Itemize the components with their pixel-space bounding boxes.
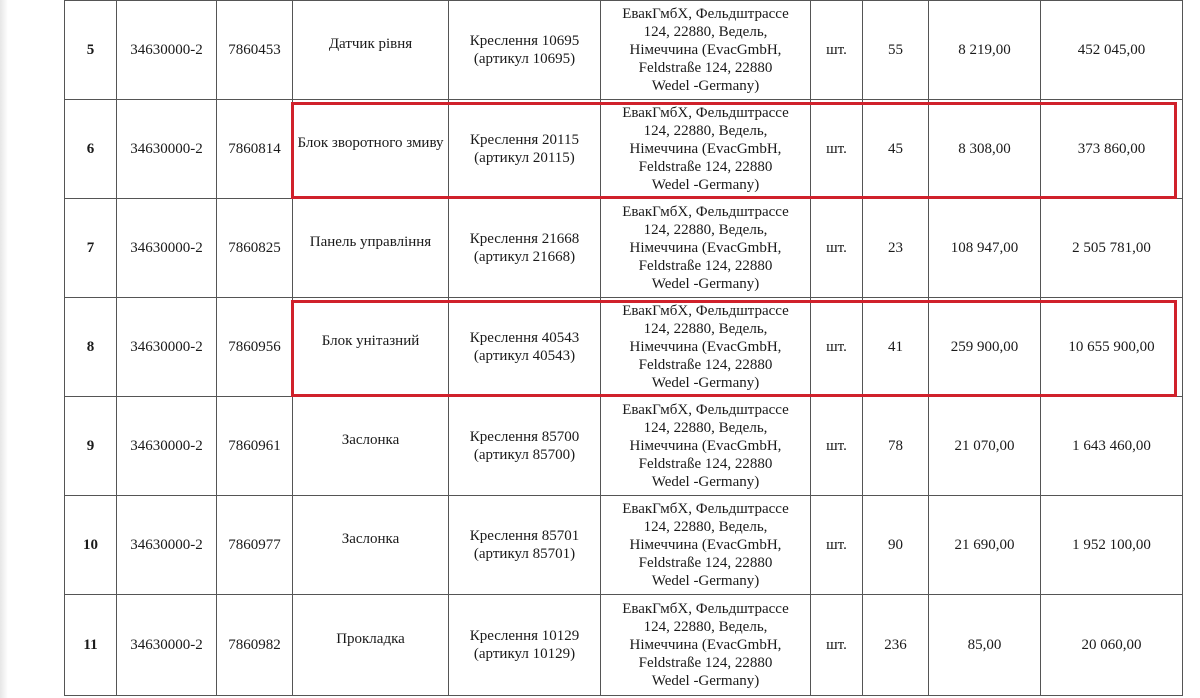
supplier-line: ЕвакГмбХ, Фельдштрассе: [622, 204, 789, 220]
supplier-line: Wedel -Germany): [651, 673, 760, 689]
drawing-line: (артикул 10129): [473, 646, 576, 662]
drawing-line: Креслення 20115: [470, 132, 579, 148]
table-row: [65, 298, 1183, 397]
quantity-cell: 55: [863, 1, 929, 100]
table-row: [65, 100, 1183, 199]
item-name-text: Блок зворотного змиву: [297, 135, 444, 151]
item-name-cell: [293, 496, 449, 595]
supplier-line: Feldstraße 124, 22880: [638, 60, 773, 76]
cpv-code-cell: 34630000-2: [117, 397, 217, 496]
drawing-line: (артикул 20115): [474, 150, 575, 166]
row-number-cell: 5: [65, 1, 117, 100]
scan-edge-shadow: [0, 0, 8, 698]
item-id-cell: 7860977: [217, 496, 293, 595]
unit-cell: шт.: [811, 1, 863, 100]
supplier-line: 124, 22880, Ведель,: [643, 321, 768, 337]
drawing-cell: [449, 100, 601, 199]
drawing-line: Креслення 85701: [469, 528, 580, 544]
row-number-cell: 8: [65, 298, 117, 397]
item-name-text: Блок унітазний: [321, 333, 420, 349]
drawing-line: (артикул 10695): [473, 51, 576, 67]
supplier-line: Німеччина (EvacGmbH,: [629, 339, 782, 355]
supplier-cell: [601, 199, 811, 298]
unit-cell: шт.: [811, 397, 863, 496]
quantity-cell: 23: [863, 199, 929, 298]
supplier-line: ЕвакГмбХ, Фельдштрассе: [622, 303, 789, 319]
supplier-line: ЕвакГмбХ, Фельдштрассе: [622, 501, 789, 517]
item-name-text: Датчик рівня: [328, 36, 413, 52]
item-id-cell: 7860982: [217, 595, 293, 696]
supplier-line: Feldstraße 124, 22880: [638, 655, 773, 671]
supplier-cell: [601, 496, 811, 595]
item-name-cell: [293, 1, 449, 100]
item-name-cell: [293, 199, 449, 298]
unit-cell: шт.: [811, 496, 863, 595]
total-cell: 1 643 460,00: [1041, 397, 1183, 496]
item-name-cell: [293, 595, 449, 696]
unit-price-cell: 8 219,00: [929, 1, 1041, 100]
cpv-code-cell: 34630000-2: [117, 199, 217, 298]
unit-cell: шт.: [811, 595, 863, 696]
quantity-cell: 236: [863, 595, 929, 696]
cpv-code-cell: 34630000-2: [117, 496, 217, 595]
drawing-cell: [449, 199, 601, 298]
drawing-cell: [449, 496, 601, 595]
supplier-line: Wedel -Germany): [651, 177, 760, 193]
table-row: [65, 397, 1183, 496]
supplier-line: 124, 22880, Ведель,: [643, 222, 768, 238]
item-id-cell: 7860814: [217, 100, 293, 199]
supplier-line: Wedel -Germany): [651, 573, 760, 589]
supplier-line: Німеччина (EvacGmbH,: [629, 141, 782, 157]
supplier-line: Feldstraße 124, 22880: [638, 555, 773, 571]
table-row: [65, 496, 1183, 595]
total-cell: 10 655 900,00: [1041, 298, 1183, 397]
supplier-line: Feldstraße 124, 22880: [638, 258, 773, 274]
supplier-line: Німеччина (EvacGmbH,: [629, 537, 782, 553]
quantity-cell: 78: [863, 397, 929, 496]
table-row: [65, 199, 1183, 298]
specification-table: [64, 0, 1183, 696]
total-cell: 1 952 100,00: [1041, 496, 1183, 595]
item-name-cell: [293, 298, 449, 397]
unit-price-cell: 8 308,00: [929, 100, 1041, 199]
table-row: [65, 595, 1183, 696]
supplier-line: Wedel -Germany): [651, 78, 760, 94]
supplier-cell: [601, 100, 811, 199]
quantity-cell: 41: [863, 298, 929, 397]
supplier-line: 124, 22880, Ведель,: [643, 619, 768, 635]
supplier-line: 124, 22880, Ведель,: [643, 519, 768, 535]
total-cell: 452 045,00: [1041, 1, 1183, 100]
cpv-code-cell: 34630000-2: [117, 298, 217, 397]
drawing-line: Креслення 21668: [469, 231, 580, 247]
cpv-code-cell: 34630000-2: [117, 595, 217, 696]
item-id-cell: 7860961: [217, 397, 293, 496]
total-cell: 20 060,00: [1041, 595, 1183, 696]
cpv-code-cell: 34630000-2: [117, 100, 217, 199]
unit-cell: шт.: [811, 199, 863, 298]
item-name-cell: [293, 397, 449, 496]
supplier-line: Німеччина (EvacGmbH,: [629, 240, 782, 256]
drawing-line: (артикул 40543): [473, 348, 576, 364]
quantity-cell: 45: [863, 100, 929, 199]
supplier-line: 124, 22880, Ведель,: [643, 24, 768, 40]
supplier-line: Wedel -Germany): [651, 474, 760, 490]
supplier-line: Feldstraße 124, 22880: [638, 456, 773, 472]
cpv-code-cell: 34630000-2: [117, 1, 217, 100]
item-id-cell: 7860453: [217, 1, 293, 100]
unit-cell: шт.: [811, 298, 863, 397]
table-row: [65, 1, 1183, 100]
supplier-line: ЕвакГмбХ, Фельдштрассе: [622, 105, 789, 121]
drawing-cell: [449, 298, 601, 397]
supplier-cell: [601, 298, 811, 397]
item-name-text: Заслонка: [341, 531, 400, 547]
drawing-cell: [449, 595, 601, 696]
drawing-line: (артикул 85701): [473, 546, 576, 562]
drawing-cell: [449, 397, 601, 496]
drawing-cell: [449, 1, 601, 100]
unit-price-cell: 21 690,00: [929, 496, 1041, 595]
row-number-cell: 7: [65, 199, 117, 298]
total-cell: 373 860,00: [1041, 100, 1183, 199]
supplier-line: Німеччина (EvacGmbH,: [629, 637, 782, 653]
supplier-line: 124, 22880, Ведель,: [643, 123, 768, 139]
quantity-cell: 90: [863, 496, 929, 595]
drawing-line: Креслення 10129: [469, 628, 580, 644]
item-name-cell: [293, 100, 449, 199]
drawing-line: (артикул 21668): [473, 249, 576, 265]
item-name-text: Панель управління: [309, 234, 432, 250]
supplier-cell: [601, 397, 811, 496]
row-number-cell: 6: [65, 100, 117, 199]
row-number-cell: 11: [65, 595, 117, 696]
item-name-text: Заслонка: [341, 432, 400, 448]
drawing-line: Креслення 85700: [469, 429, 580, 445]
supplier-line: ЕвакГмбХ, Фельдштрассе: [622, 402, 789, 418]
supplier-line: ЕвакГмбХ, Фельдштрассе: [622, 6, 789, 22]
supplier-line: 124, 22880, Ведель,: [643, 420, 768, 436]
drawing-line: Креслення 10695: [469, 33, 580, 49]
supplier-line: ЕвакГмбХ, Фельдштрассе: [622, 601, 789, 617]
drawing-line: Креслення 40543: [469, 330, 580, 346]
item-id-cell: 7860956: [217, 298, 293, 397]
unit-price-cell: 85,00: [929, 595, 1041, 696]
supplier-line: Wedel -Germany): [651, 276, 760, 292]
supplier-line: Feldstraße 124, 22880: [638, 357, 773, 373]
unit-cell: шт.: [811, 100, 863, 199]
supplier-line: Німеччина (EvacGmbH,: [629, 438, 782, 454]
row-number-cell: 10: [65, 496, 117, 595]
supplier-line: Wedel -Germany): [651, 375, 760, 391]
row-number-cell: 9: [65, 397, 117, 496]
total-cell: 2 505 781,00: [1041, 199, 1183, 298]
unit-price-cell: 108 947,00: [929, 199, 1041, 298]
supplier-cell: [601, 1, 811, 100]
supplier-line: Німеччина (EvacGmbH,: [629, 42, 782, 58]
unit-price-cell: 21 070,00: [929, 397, 1041, 496]
item-name-text: Прокладка: [336, 631, 405, 647]
supplier-line: Feldstraße 124, 22880: [638, 159, 773, 175]
unit-price-cell: 259 900,00: [929, 298, 1041, 397]
item-id-cell: 7860825: [217, 199, 293, 298]
table-body: [65, 1, 1183, 696]
supplier-cell: [601, 595, 811, 696]
drawing-line: (артикул 85700): [473, 447, 576, 463]
